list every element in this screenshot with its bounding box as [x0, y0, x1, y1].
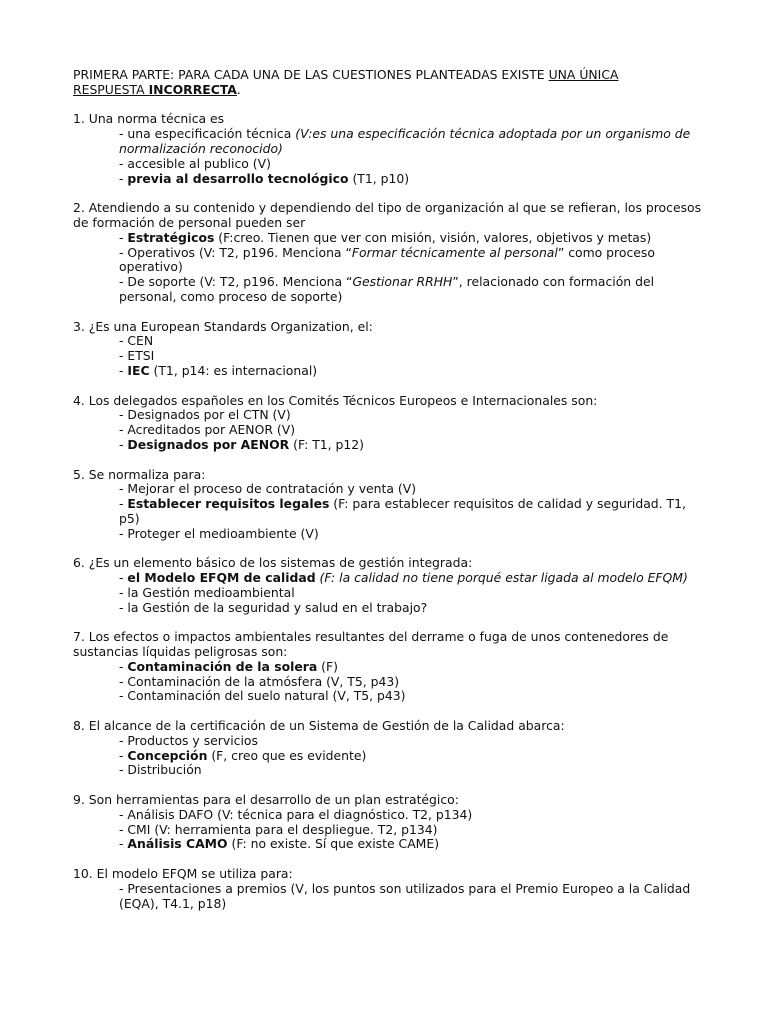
- answer-option: [73, 246, 703, 276]
- answer-note: (F:creo. Tienen que ver con misión, visión, valores, objetivos y metas): [214, 229, 652, 245]
- question-9: [73, 793, 703, 852]
- question-title: 3. ¿Es una European Standards Organization, el:: [73, 318, 373, 334]
- answer-italic: Gestionar RRHH: [352, 274, 453, 290]
- answer-option: - Análisis DAFO (V: técnica para el diagnóstico. T2, p134): [119, 806, 473, 822]
- answer-option-incorrect: [73, 497, 703, 527]
- answer-bold: IEC: [127, 362, 150, 378]
- answer-dash: -: [119, 836, 128, 852]
- answer-option: - accesible al publico (V): [119, 155, 271, 171]
- answer-option: - Acreditados por AENOR (V): [119, 422, 296, 438]
- question-5: [73, 468, 703, 542]
- question-3: [73, 320, 703, 379]
- question-1: [73, 112, 703, 186]
- answer-option-incorrect: [73, 364, 703, 379]
- instructions-underlined-2: [73, 82, 237, 97]
- answer-note: (F: para establecer requisitos de calidad y seguridad. T1, p5): [119, 496, 686, 526]
- instructions-line-1: [73, 68, 703, 83]
- answer-option-incorrect: [73, 172, 703, 187]
- instructions-period: .: [236, 81, 241, 97]
- answer-option-incorrect: [73, 837, 703, 852]
- question-10: [73, 867, 703, 911]
- answer-option: - CEN: [119, 333, 154, 349]
- answer-option: - Mejorar el proceso de contratación y venta (V): [119, 481, 417, 497]
- instructions-text: PRIMERA PARTE: PARA CADA UNA DE LAS CUESTIONES PLANTEADAS EXISTE: [73, 67, 549, 82]
- question-title: 7. Los efectos o impactos ambientales resultantes del derrame o fuga de unos contenedores de sustancias líquidas peligrosas son:: [73, 629, 669, 660]
- answer-dash: -: [119, 436, 128, 452]
- answer-option: - la Gestión medioambiental: [119, 584, 295, 600]
- answer-option: [73, 275, 703, 305]
- answer-note: (F): [317, 658, 338, 674]
- instructions-line-2: [73, 83, 703, 98]
- answer-bold: el Modelo EFQM de calidad: [127, 570, 316, 586]
- answer-bold: Estratégicos: [127, 229, 215, 245]
- answer-dash: -: [119, 229, 128, 245]
- question-title: 10. El modelo EFQM se utiliza para:: [73, 866, 293, 882]
- answer-note: (F, creo que es evidente): [207, 747, 367, 763]
- answer-text: - De soporte (V: T2, p196. Menciona “: [119, 274, 353, 290]
- instructions-underlined: UNA ÚNICA: [548, 67, 619, 82]
- answer-note: (T1, p10): [348, 170, 410, 186]
- answer-bold: previa al desarrollo tecnológico: [127, 170, 349, 186]
- question-8: [73, 719, 703, 778]
- answer-dash: -: [119, 570, 128, 586]
- answer-note: (V:es una especificación técnica adoptada por un organismo de normalización reconocido): [119, 126, 691, 156]
- answer-note: (F: no existe. Sí que existe CAME): [227, 836, 440, 852]
- answer-bold: Análisis CAMO: [127, 836, 228, 852]
- question-title: 9. Son herramientas para el desarrollo de un plan estratégico:: [73, 792, 459, 808]
- answer-option: - la Gestión de la seguridad y salud en el trabajo?: [119, 599, 428, 615]
- answer-text-end: ” como proceso operativo): [119, 244, 655, 275]
- answer-dash: -: [119, 496, 128, 512]
- answer-option: - Designados por el CTN (V): [119, 407, 291, 423]
- answer-option-incorrect: [73, 660, 703, 675]
- answer-option: - CMI (V: herramienta para el despliegue. T2, p134): [119, 821, 438, 837]
- answer-option: - Contaminación de la atmósfera (V, T5, p43): [119, 673, 400, 689]
- answer-note: (F: T1, p12): [289, 436, 365, 452]
- answer-text: - una especificación técnica: [119, 126, 296, 142]
- answer-option: [73, 127, 703, 157]
- instructions-bold: INCORRECTA: [148, 81, 237, 97]
- answer-dash: -: [119, 170, 128, 186]
- document-page: [73, 68, 703, 911]
- question-title: 5. Se normaliza para:: [73, 466, 206, 482]
- question-6: [73, 556, 703, 615]
- answer-text-end: ”, relacionado con formación del personal, como proceso de soporte): [119, 274, 655, 304]
- answer-bold: Contaminación de la solera: [127, 658, 318, 674]
- answer-option: - Productos y servicios: [119, 732, 258, 748]
- answer-text: - Operativos (V: T2, p196. Menciona “: [119, 244, 352, 260]
- instructions-underlined-text: RESPUESTA: [73, 81, 149, 97]
- answer-option: - Contaminación del suelo natural (V, T5, p43): [119, 688, 406, 704]
- question-title: 2. Atendiendo a su contenido y dependiendo del tipo de organización al que se refieran, los procesos de formación de personal pueden ser: [73, 200, 702, 230]
- answer-dash: -: [119, 362, 128, 378]
- answer-option-incorrect: [73, 749, 703, 764]
- answer-option-incorrect: [73, 571, 703, 586]
- answer-bold: Establecer requisitos legales: [127, 496, 330, 512]
- answer-note: (F: la calidad no tiene porqué estar ligada al modelo EFQM): [315, 570, 688, 586]
- question-title: 4. Los delegados españoles en los Comités Técnicos Europeos e Internacionales son:: [73, 392, 598, 408]
- question-title: 8. El alcance de la certificación de un Sistema de Gestión de la Calidad abarca:: [73, 718, 565, 734]
- answer-option-incorrect: [73, 231, 703, 246]
- answer-bold: Concepción: [127, 747, 208, 763]
- answer-dash: -: [119, 658, 128, 674]
- answer-option-incorrect: [73, 438, 703, 453]
- answer-note: (T1, p14: es internacional): [149, 362, 318, 378]
- answer-option: - Proteger el medioambiente (V): [119, 525, 319, 541]
- answer-italic: Formar técnicamente al personal: [351, 244, 558, 260]
- answer-option: - ETSI: [119, 348, 155, 364]
- answer-bold: Designados por AENOR: [127, 436, 290, 452]
- question-title: 1. Una norma técnica es: [73, 111, 225, 127]
- question-title: 6. ¿Es un elemento básico de los sistemas de gestión integrada:: [73, 555, 473, 571]
- question-7: [73, 630, 703, 704]
- question-4: [73, 394, 703, 453]
- question-2: [73, 201, 703, 305]
- answer-option: - Distribución: [119, 762, 202, 778]
- answer-dash: -: [119, 747, 128, 763]
- answer-option: - Presentaciones a premios (V, los puntos son utilizados para el Premio Europeo a la Calidad (EQA), T4.1, p18): [119, 880, 691, 911]
